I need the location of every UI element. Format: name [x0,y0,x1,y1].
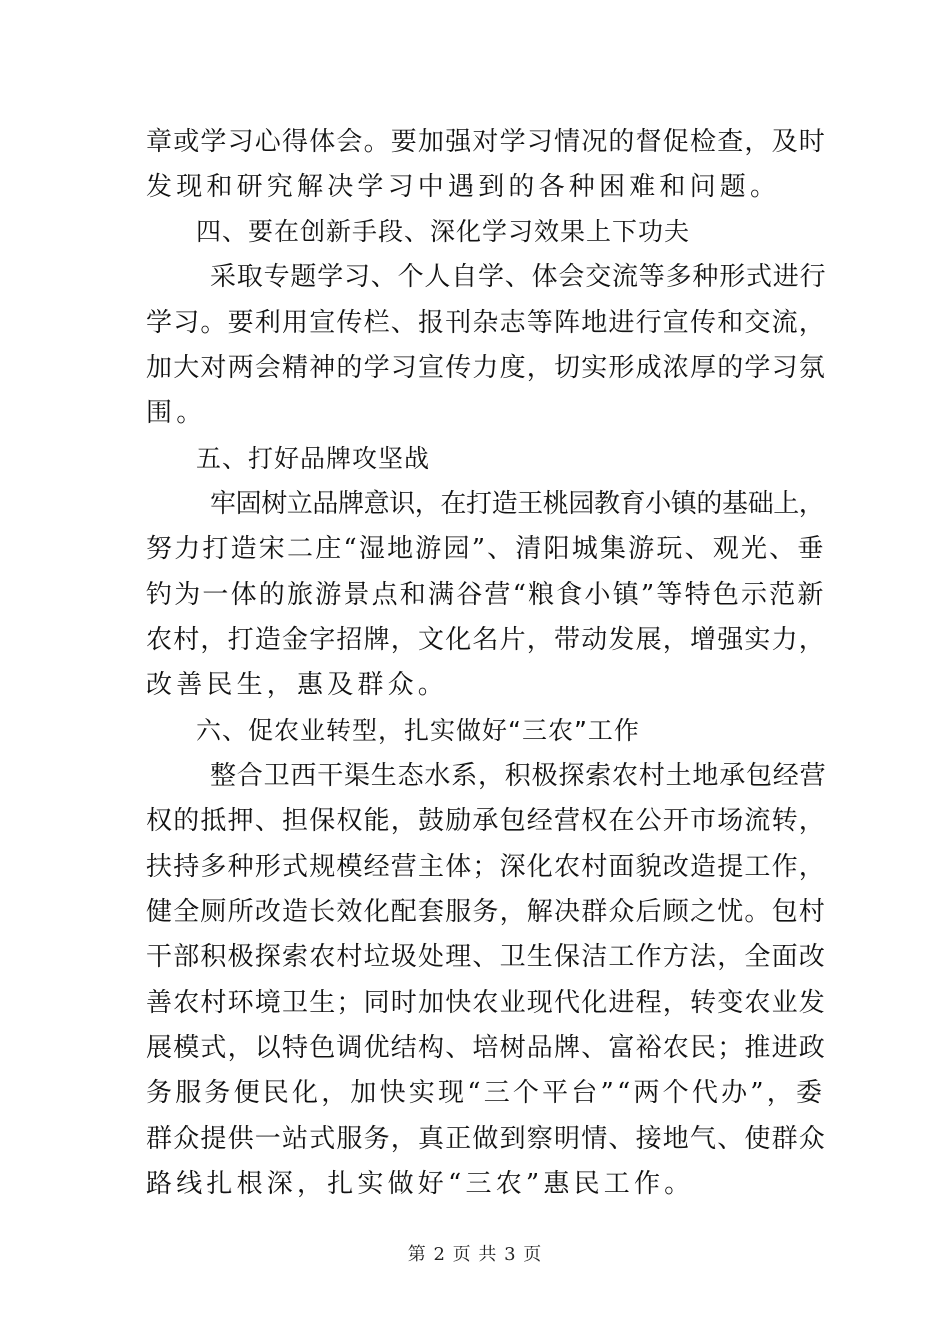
body-text-line: 围。 [146,398,207,428]
body-text-line: 加大对两会精神的学习宣传力度，切实形成浓厚的学习氛 [146,353,827,383]
body-text-line: 权的抵押、担保权能，鼓励承包经营权在公开市场流转， [146,806,827,836]
body-text-line: 农村，打造金字招牌，文化名片，带动发展，增强实力， [146,625,827,655]
body-text-line: 改善民生，惠及群众。 [146,670,449,700]
page-number-footer: 第 2 页 共 3 页 [407,1244,543,1265]
body-text-line: 扶持多种形式规模经营主体；深化农村面貌改造提工作， [146,852,827,882]
section-heading-5: 五、打好品牌攻坚战 [196,444,431,473]
body-text-line: 钓为一体的旅游景点和满谷营“粮食小镇”等特色示范新 [146,580,826,610]
body-text-line: 务服务便民化，加快实现“三个平台”“两个代办”，委 [146,1078,826,1108]
body-text-line: 善农村环境卫生；同时加快农业现代化进程，转变农业发 [146,988,827,1018]
section-heading-6: 六、促农业转型，扎实做好“三农”工作 [196,716,640,745]
body-text-line: 发现和研究解决学习中遇到的各种困难和问题。 [146,172,781,202]
body-text-line: 努力打造宋二庄“湿地游园”、清阳城集游玩、观光、垂 [146,534,826,564]
body-text-line: 干部积极探索农村垃圾处理、卫生保洁工作方法，全面改 [146,942,827,972]
body-text-line: 章或学习心得体会。要加强对学习情况的督促检查，及时 [146,127,827,157]
body-text-line: 学习。要利用宣传栏、报刊杂志等阵地进行宣传和交流， [146,308,827,338]
body-text-line: 牢固树立品牌意识，在打造王桃园教育小镇的基础上， [210,489,825,519]
body-text-line: 群众提供一站式服务，真正做到察明情、接地气、使群众 [146,1124,827,1154]
body-text-line: 健全厕所改造长效化配套服务，解决群众后顾之忧。包村 [146,897,827,927]
body-text-line: 整合卫西干渠生态水系，积极探索农村土地承包经营 [210,761,827,791]
body-text-line: 展模式，以特色调优结构、培树品牌、富裕农民；推进政 [146,1033,827,1063]
section-heading-4: 四、要在创新手段、深化学习效果上下功夫 [196,217,691,246]
body-text-line: 采取专题学习、个人自学、体会交流等多种形式进行 [210,262,827,292]
body-text-line: 路线扎根深，扎实做好“三农”惠民工作。 [146,1169,695,1199]
